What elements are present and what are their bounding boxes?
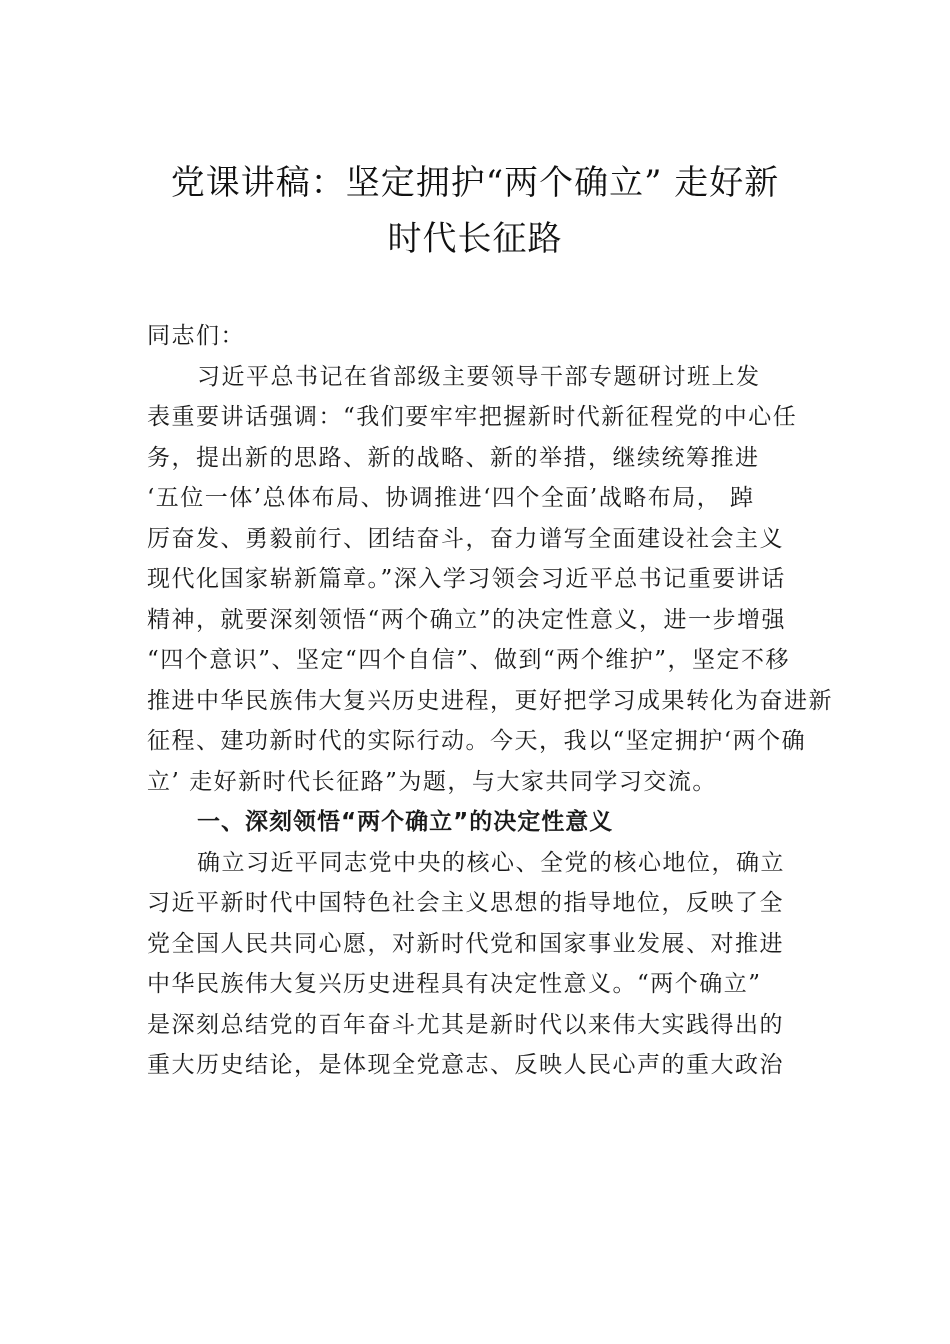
paragraph-line: 是深刻总结党的百年奋斗尤其是新时代以来伟大实践得出的 bbox=[147, 1011, 784, 1038]
paragraph-line: 务，提出新的思路、新的战略、新的举措，继续统筹推进 bbox=[147, 444, 760, 471]
document-body bbox=[147, 316, 833, 1086]
paragraph-line: 重大历史结论，是体现全党意志、反映人民心声的重大政治 bbox=[147, 1052, 784, 1078]
section-heading: 一、深刻领悟“两个确立”的决定性意义 bbox=[197, 809, 614, 835]
paragraph-line: ‘五位一体’总体布局、协调推进‘四个全面’战略布局， 踔 bbox=[147, 485, 755, 511]
paragraph-line: 党全国人民共同心愿，对新时代党和国家事业发展、对推进 bbox=[147, 930, 784, 957]
paragraph-line: 厉奋发、勇毅前行、团结奋斗，奋力谱写全面建设社会主义 bbox=[147, 525, 784, 552]
paragraph-line: 征程、建功新时代的实际行动。今天，我以“坚定拥护‘两个确 bbox=[147, 728, 807, 754]
salutation: 同志们： bbox=[147, 323, 245, 349]
title-line-1: 党课讲稿：坚定拥护“两个确立” 走好新 bbox=[170, 163, 780, 203]
paragraph-line: 推进中华民族伟大复兴历史进程，更好把学习成果转化为奋进新 bbox=[147, 687, 833, 714]
paragraph-line: 精神，就要深刻领悟“两个确立”的决定性意义，进一步增强 bbox=[147, 606, 787, 633]
paragraph-line: 立’ 走好新时代长征路”为题，与大家共同学习交流。 bbox=[147, 768, 717, 795]
paragraph-line: 确立习近平同志党中央的核心、全党的核心地位，确立 bbox=[197, 849, 785, 876]
paragraph-2 bbox=[147, 843, 819, 1086]
paragraph-line: 表重要讲话强调：“我们要牢牢把握新时代新征程党的中心任 bbox=[147, 404, 798, 430]
paragraph-line: 中华民族伟大复兴历史进程具有决定性意义。“两个确立” bbox=[147, 971, 762, 997]
document-title bbox=[130, 155, 820, 267]
paragraph-line: 现代化国家崭新篇章。”深入学习领会习近平总书记重要讲话 bbox=[147, 566, 786, 592]
paragraph-line: 习近平总书记在省部级主要领导干部专题研讨班上发 bbox=[197, 363, 761, 390]
paragraph-1 bbox=[147, 357, 833, 803]
paragraph-line: “四个意识”、坚定“四个自信”、做到“两个维护”，坚定不移 bbox=[147, 647, 791, 673]
title-line-2: 时代长征路 bbox=[387, 219, 563, 259]
paragraph-line: 习近平新时代中国特色社会主义思想的指导地位，反映了全 bbox=[147, 890, 784, 916]
